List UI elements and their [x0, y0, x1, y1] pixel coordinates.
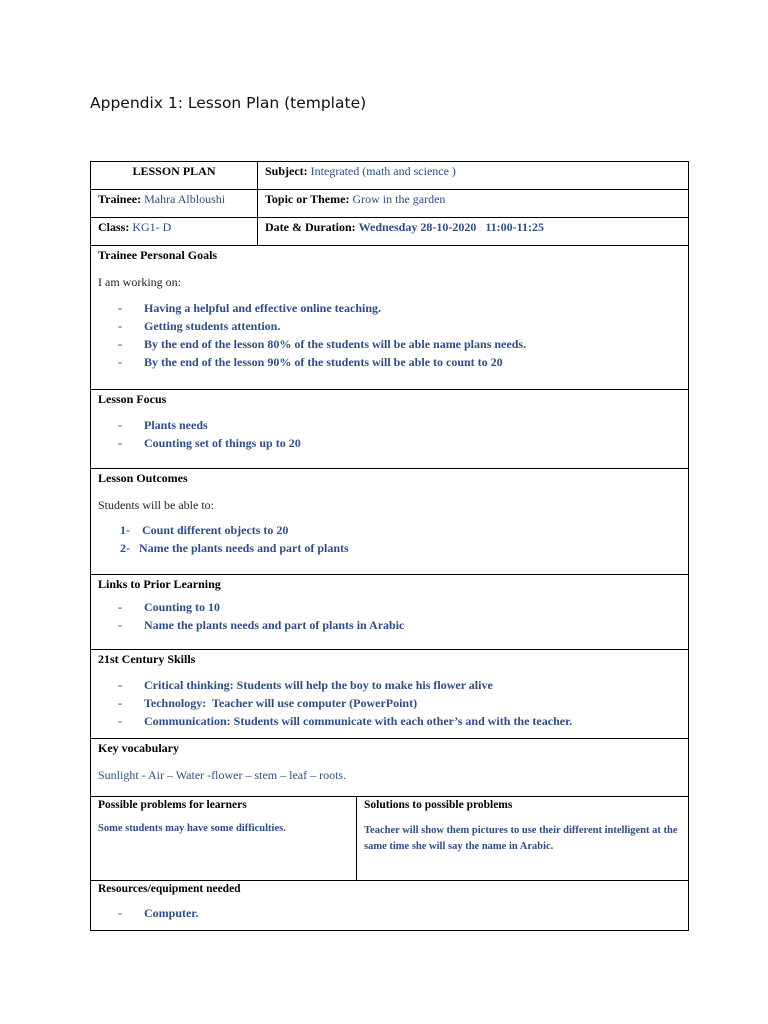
row-problems	[91, 797, 689, 881]
row-goals	[91, 246, 689, 390]
row-class	[91, 218, 689, 246]
prior-cell	[91, 575, 689, 650]
row-resources	[91, 881, 689, 931]
solutions-text: Teacher will show them pictures to use their different intelligent at the same time she will say the name in Arabic.	[364, 825, 678, 852]
vocab-text: Sunlight - Air – Water -flower – stem – leaf – roots.	[98, 768, 347, 782]
skills-cell	[91, 650, 689, 739]
outcomes-title: Lesson Outcomes	[98, 471, 188, 485]
solutions-cell	[357, 797, 689, 881]
class-label: Class:	[98, 220, 130, 234]
problems-title: Possible problems for learners	[98, 799, 247, 811]
list-item: - By the end of the lesson 80% of the students will be able name plans needs.	[118, 337, 527, 351]
skills-title: 21st Century Skills	[98, 652, 196, 666]
row-prior	[91, 575, 689, 650]
prior-title: Links to Prior Learning	[98, 577, 221, 591]
trainee-label: Trainee:	[98, 192, 142, 206]
lesson-plan-table	[90, 161, 689, 931]
list-item: 2- Name the plants needs and part of plants	[120, 541, 349, 555]
list-item: - Counting to 10	[118, 600, 221, 614]
goals-cell	[91, 246, 689, 390]
subject-label: Subject:	[265, 164, 308, 178]
class-cell	[91, 218, 258, 246]
list-item: - Getting students attention.	[118, 319, 281, 333]
list-item: - Name the plants needs and part of plants in Arabic	[118, 618, 405, 632]
topic-value: Grow in the garden	[352, 192, 446, 206]
date-value: Wednesday 28-10-2020 11:00-11:25	[358, 220, 544, 234]
goals-title: Trainee Personal Goals	[98, 248, 218, 262]
solutions-title: Solutions to possible problems	[364, 799, 513, 811]
row-focus	[91, 390, 689, 469]
problems-text: Some students may have some difficulties.	[98, 823, 286, 834]
list-item: 1- Count different objects to 20	[120, 523, 289, 537]
date-cell	[258, 218, 689, 246]
resources-list	[98, 904, 681, 922]
list-item: - Communication: Students will communicate with each other’s and with the teacher.	[118, 714, 573, 728]
row-header	[91, 162, 689, 190]
list-item: - Computer.	[118, 906, 199, 920]
row-outcomes	[91, 469, 689, 575]
subject-value: Integrated (math and science )	[310, 164, 456, 178]
list-item: - Counting set of things up to 20	[118, 436, 301, 450]
skills-list	[98, 676, 681, 730]
goals-list	[98, 299, 681, 371]
focus-title: Lesson Focus	[98, 392, 167, 406]
vocab-title: Key vocabulary	[98, 741, 179, 755]
date-label: Date & Duration:	[265, 220, 356, 234]
list-item: - By the end of the lesson 90% of the students will be able to count to 20	[118, 355, 503, 369]
subject-cell	[258, 162, 689, 190]
lesson-plan-label: LESSON PLAN	[91, 162, 258, 190]
focus-list	[98, 416, 681, 452]
focus-cell	[91, 390, 689, 469]
list-item: - Technology: Teacher will use computer (PowerPoint)	[118, 696, 418, 710]
trainee-value: Mahra Albloushi	[144, 192, 226, 206]
resources-title: Resources/equipment needed	[98, 883, 241, 895]
class-value: KG1- D	[132, 220, 172, 234]
row-trainee	[91, 190, 689, 218]
goals-intro: I am working on:	[98, 275, 181, 289]
outcomes-intro: Students will be able to:	[98, 498, 214, 512]
prior-list	[98, 598, 681, 634]
trainee-cell	[91, 190, 258, 218]
vocab-cell	[91, 739, 689, 797]
topic-cell	[258, 190, 689, 218]
outcomes-cell	[91, 469, 689, 575]
row-skills	[91, 650, 689, 739]
outcomes-list	[98, 521, 681, 557]
list-item: - Having a helpful and effective online teaching.	[118, 301, 381, 315]
resources-cell	[91, 881, 689, 931]
row-vocab	[91, 739, 689, 797]
problems-cell	[91, 797, 357, 881]
page-heading: Appendix 1: Lesson Plan (template)	[90, 94, 367, 112]
topic-label: Topic or Theme:	[265, 192, 350, 206]
list-item: - Critical thinking: Students will help the boy to make his flower alive	[118, 678, 493, 692]
list-item: - Plants needs	[118, 418, 208, 432]
